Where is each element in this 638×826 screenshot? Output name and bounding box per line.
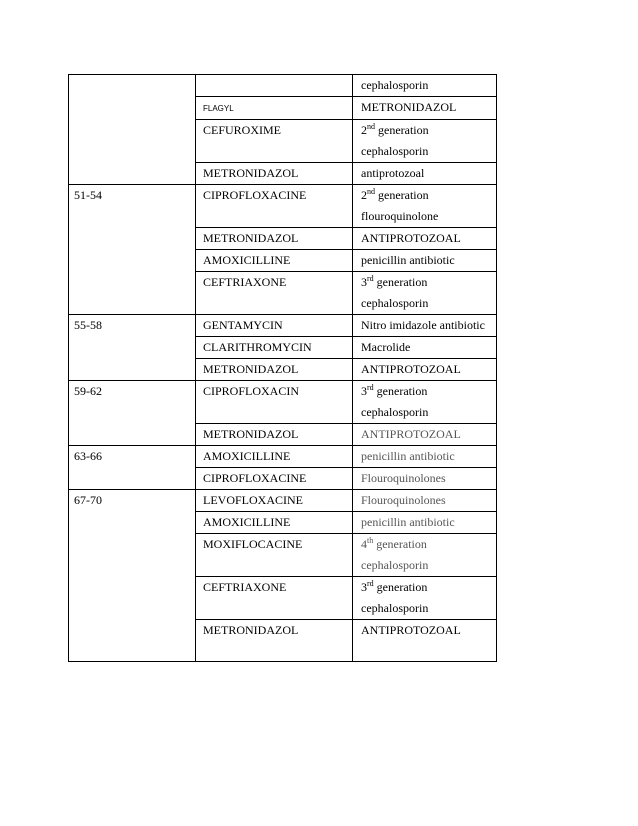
- day-range-cell: [69, 185, 196, 315]
- drug-name: FLAGYL: [203, 104, 234, 113]
- class-cell: [353, 359, 497, 381]
- drug-name: MOXIFLOCACINE: [203, 537, 303, 551]
- drug-name: CIPROFLOXACINE: [203, 188, 307, 202]
- drug-name: METRONIDAZOL: [203, 362, 299, 376]
- table-row: [69, 185, 497, 228]
- drug-class: generation: [376, 275, 428, 289]
- drug-class: ANTIPROTOZOAL: [361, 427, 461, 441]
- drug-cell: [196, 359, 353, 381]
- drug-class: Flouroquinolones: [361, 493, 446, 507]
- drug-class: Macrolide: [361, 340, 411, 354]
- day-range-cell: [69, 315, 196, 381]
- drug-name: METRONIDAZOL: [203, 427, 299, 441]
- day-range: 51-54: [74, 188, 102, 202]
- drug-class: cephalosporin: [361, 144, 429, 158]
- drug-name: CIPROFLOXACIN: [203, 384, 300, 398]
- ordinal-number: 3: [361, 384, 367, 398]
- drug-cell: [196, 337, 353, 359]
- drug-name: AMOXICILLINE: [203, 253, 291, 267]
- class-cell: [353, 446, 497, 468]
- drug-cell: [196, 120, 353, 163]
- drug-name: METRONIDAZOL: [203, 166, 299, 180]
- drug-class: antiprotozoal: [361, 166, 425, 180]
- drug-class: cephalosporin: [361, 78, 429, 92]
- drug-class: ANTIPROTOZOAL: [361, 623, 461, 637]
- table-row: [69, 75, 497, 97]
- drug-class-line: [361, 272, 496, 293]
- class-cell: [353, 97, 497, 120]
- drug-cell: [196, 185, 353, 228]
- class-cell: [353, 250, 497, 272]
- drug-table: [68, 74, 497, 662]
- drug-class: cephalosporin: [361, 601, 429, 615]
- table-row: [69, 490, 497, 512]
- table-row: [69, 381, 497, 424]
- class-cell: [353, 490, 497, 512]
- class-cell: [353, 620, 497, 662]
- drug-cell: [196, 512, 353, 534]
- day-range: 59-62: [74, 384, 102, 398]
- day-range-cell: [69, 490, 196, 662]
- drug-class: ANTIPROTOZOAL: [361, 362, 461, 376]
- drug-cell: [196, 468, 353, 490]
- class-cell: [353, 75, 497, 97]
- drug-class: penicillin antibiotic: [361, 449, 455, 463]
- class-cell: [353, 337, 497, 359]
- drug-class-line: [361, 185, 496, 206]
- drug-name: METRONIDAZOL: [203, 231, 299, 245]
- class-cell: [353, 512, 497, 534]
- class-cell: [353, 534, 497, 577]
- day-range-cell: [69, 381, 196, 446]
- class-cell: [353, 272, 497, 315]
- drug-class: Flouroquinolones: [361, 471, 446, 485]
- drug-name: METRONIDAZOL: [203, 623, 299, 637]
- drug-cell: [196, 577, 353, 620]
- day-range: 63-66: [74, 449, 102, 463]
- ordinal-suffix: th: [367, 536, 374, 545]
- drug-class: flouroquinolone: [361, 209, 439, 223]
- day-range: 55-58: [74, 318, 102, 332]
- ordinal-suffix: rd: [367, 383, 374, 392]
- class-cell: [353, 577, 497, 620]
- ordinal-suffix: rd: [367, 274, 374, 283]
- drug-cell: [196, 75, 353, 97]
- day-range-cell: [69, 446, 196, 490]
- drug-name: CLARITHROMYCIN: [203, 340, 312, 354]
- class-cell: [353, 163, 497, 185]
- ordinal-number: 4: [361, 537, 367, 551]
- class-cell: [353, 120, 497, 163]
- drug-class-line: [361, 577, 496, 598]
- drug-class-line: [361, 534, 496, 555]
- drug-cell: [196, 424, 353, 446]
- ordinal-suffix: rd: [367, 579, 374, 588]
- class-cell: [353, 468, 497, 490]
- drug-name: CIPROFLOXACINE: [203, 471, 307, 485]
- drug-class: Nitro imidazole antibiotic: [361, 318, 485, 332]
- drug-name: LEVOFLOXACINE: [203, 493, 303, 507]
- drug-cell: [196, 446, 353, 468]
- drug-name: CEFTRIAXONE: [203, 580, 287, 594]
- class-cell: [353, 315, 497, 337]
- drug-class: cephalosporin: [361, 405, 429, 419]
- class-cell: [353, 185, 497, 228]
- drug-cell: [196, 163, 353, 185]
- class-cell: [353, 381, 497, 424]
- drug-class: penicillin antibiotic: [361, 515, 455, 529]
- class-cell: [353, 424, 497, 446]
- drug-class: cephalosporin: [361, 296, 429, 310]
- ordinal-number: 3: [361, 580, 367, 594]
- table-row: [69, 315, 497, 337]
- class-cell: [353, 228, 497, 250]
- drug-class: generation: [378, 188, 429, 202]
- table-row: [69, 446, 497, 468]
- drug-cell: [196, 250, 353, 272]
- ordinal-suffix: nd: [367, 187, 375, 196]
- drug-name: AMOXICILLINE: [203, 515, 291, 529]
- ordinal-number: 2: [361, 123, 367, 137]
- drug-name: CEFUROXIME: [203, 123, 282, 137]
- drug-class-line: [361, 120, 496, 141]
- drug-class-line: [361, 381, 496, 402]
- drug-class: generation: [378, 123, 429, 137]
- drug-class: cephalosporin: [361, 558, 429, 572]
- drug-name: GENTAMYCIN: [203, 318, 283, 332]
- drug-class: generation: [376, 384, 428, 398]
- drug-name: CEFTRIAXONE: [203, 275, 287, 289]
- ordinal-number: 2: [361, 188, 367, 202]
- drug-cell: [196, 97, 353, 120]
- drug-cell: [196, 272, 353, 315]
- drug-cell: [196, 534, 353, 577]
- drug-class: METRONIDAZOL: [361, 100, 457, 114]
- drug-cell: [196, 490, 353, 512]
- drug-cell: [196, 381, 353, 424]
- drug-class: ANTIPROTOZOAL: [361, 231, 461, 245]
- drug-class: penicillin antibiotic: [361, 253, 455, 267]
- day-range-cell: [69, 75, 196, 185]
- ordinal-number: 3: [361, 275, 367, 289]
- day-range: 67-70: [74, 493, 102, 507]
- drug-cell: [196, 620, 353, 662]
- drug-class: generation: [376, 580, 428, 594]
- drug-name: AMOXICILLINE: [203, 449, 291, 463]
- drug-cell: [196, 315, 353, 337]
- drug-cell: [196, 228, 353, 250]
- drug-class: generation: [376, 537, 427, 551]
- ordinal-suffix: nd: [367, 122, 375, 131]
